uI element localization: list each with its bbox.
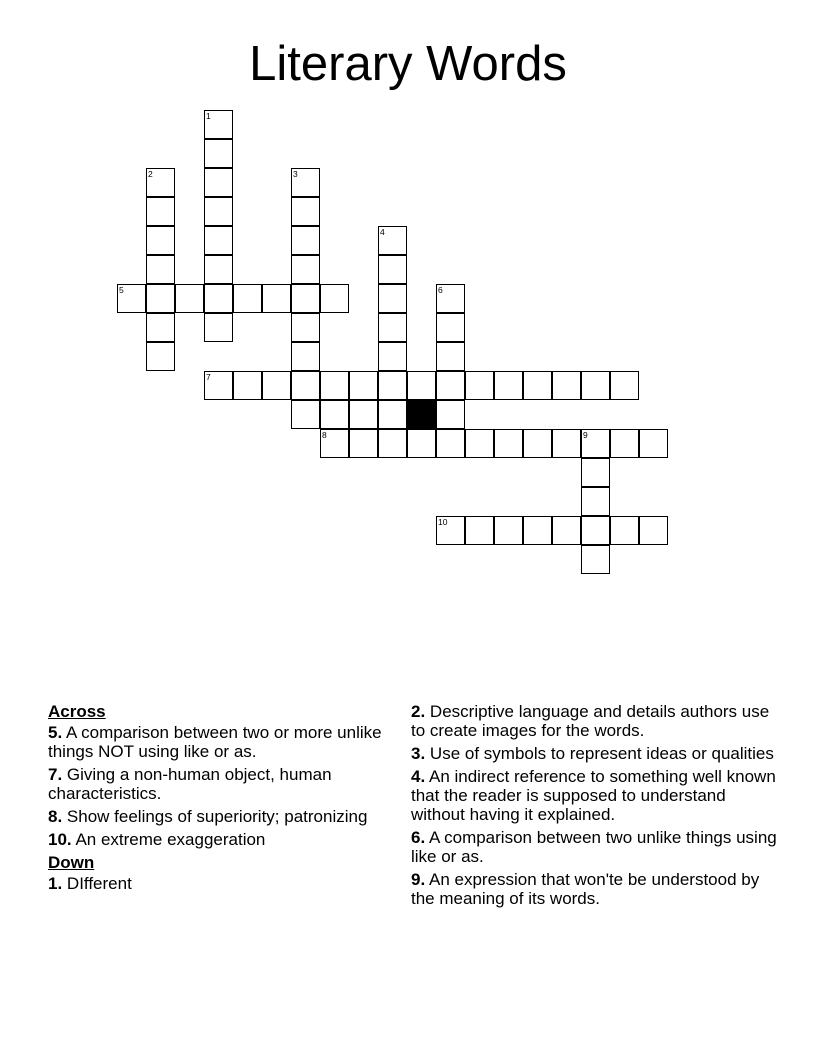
answer-square[interactable]	[378, 400, 407, 429]
answer-square[interactable]	[639, 429, 668, 458]
answer-square[interactable]	[465, 516, 494, 545]
answer-square[interactable]	[436, 429, 465, 458]
clue-number-label: 4	[380, 227, 385, 237]
down-clue-3	[411, 744, 781, 763]
answer-square[interactable]	[436, 371, 465, 400]
answer-square[interactable]	[610, 371, 639, 400]
down-clue-9	[411, 870, 781, 908]
answer-square[interactable]	[436, 284, 465, 313]
across-clue-7	[48, 765, 388, 803]
answer-square[interactable]	[146, 255, 175, 284]
answer-square[interactable]	[320, 284, 349, 313]
clue-number: 6.	[411, 828, 426, 847]
across-clue-5	[48, 723, 388, 761]
answer-square[interactable]	[204, 255, 233, 284]
answer-square[interactable]	[320, 371, 349, 400]
answer-square[interactable]	[262, 284, 291, 313]
clue-text: Show feelings of superiority; patronizing	[66, 807, 368, 826]
across-clue-10	[48, 830, 388, 849]
clue-text: Giving a non-human object, human characteristics.	[48, 765, 332, 803]
answer-square[interactable]	[523, 516, 552, 545]
clue-text: Use of symbols to represent ideas or qualities	[429, 744, 774, 763]
answer-square[interactable]	[349, 429, 378, 458]
answer-square[interactable]	[465, 429, 494, 458]
clue-number: 3.	[411, 744, 426, 763]
clue-number-label: 7	[206, 372, 211, 382]
answer-square[interactable]	[233, 284, 262, 313]
answer-square[interactable]	[378, 284, 407, 313]
answer-square[interactable]	[581, 458, 610, 487]
answer-square[interactable]	[552, 429, 581, 458]
clue-number: 7.	[48, 765, 63, 784]
clue-text: Descriptive language and details authors use to create images for the words.	[411, 702, 770, 740]
answer-square[interactable]	[581, 429, 610, 458]
answer-square[interactable]	[523, 429, 552, 458]
answer-square[interactable]	[204, 371, 233, 400]
answer-square[interactable]	[146, 168, 175, 197]
answer-square[interactable]	[378, 313, 407, 342]
clue-number: 9.	[411, 870, 426, 889]
answer-square[interactable]	[465, 371, 494, 400]
answer-square[interactable]	[436, 313, 465, 342]
answer-square[interactable]	[436, 342, 465, 371]
across-clue-8	[48, 807, 388, 826]
answer-square[interactable]	[610, 429, 639, 458]
answer-square[interactable]	[146, 313, 175, 342]
answer-square[interactable]	[233, 371, 262, 400]
answer-square[interactable]	[581, 371, 610, 400]
blocked-square	[407, 400, 436, 429]
answer-square[interactable]	[291, 168, 320, 197]
clue-number: 10.	[48, 830, 72, 849]
answer-square[interactable]	[494, 371, 523, 400]
clue-number-label: 9	[583, 430, 588, 440]
answer-square[interactable]	[494, 429, 523, 458]
answer-square[interactable]	[581, 516, 610, 545]
answer-square[interactable]	[407, 429, 436, 458]
down-clue-2	[411, 702, 781, 740]
answer-square[interactable]	[378, 342, 407, 371]
across-heading: Across	[48, 702, 106, 721]
answer-square[interactable]	[291, 197, 320, 226]
clue-number-label: 10	[438, 517, 448, 527]
clue-number: 1.	[48, 874, 63, 893]
answer-square[interactable]	[175, 284, 204, 313]
answer-square[interactable]	[581, 487, 610, 516]
answer-square[interactable]	[291, 284, 320, 313]
clues-left-column	[48, 702, 388, 897]
answer-square[interactable]	[552, 516, 581, 545]
answer-square[interactable]	[523, 371, 552, 400]
puzzle-title: Literary Words	[249, 37, 567, 91]
clue-number-label: 5	[119, 285, 124, 295]
answer-square[interactable]	[146, 226, 175, 255]
answer-square[interactable]	[291, 226, 320, 255]
clue-number: 2.	[411, 702, 426, 721]
clue-text: An extreme exaggeration	[75, 830, 266, 849]
clue-text: A comparison between two or more unlike things NOT using like or as.	[48, 723, 382, 761]
answer-square[interactable]	[204, 197, 233, 226]
answer-square[interactable]	[494, 516, 523, 545]
answer-square[interactable]	[378, 429, 407, 458]
clue-number: 5.	[48, 723, 63, 742]
answer-square[interactable]	[581, 545, 610, 574]
answer-square[interactable]	[436, 400, 465, 429]
answer-square[interactable]	[349, 400, 378, 429]
answer-square[interactable]	[349, 371, 378, 400]
down-heading: Down	[48, 853, 95, 872]
clue-text: An expression that won'te be understood by the meaning of its words.	[411, 870, 760, 908]
answer-square[interactable]	[291, 255, 320, 284]
answer-square[interactable]	[204, 284, 233, 313]
down-clue-4	[411, 767, 781, 824]
clue-number-label: 6	[438, 285, 443, 295]
answer-square[interactable]	[610, 516, 639, 545]
answer-square[interactable]	[291, 371, 320, 400]
answer-square[interactable]	[146, 342, 175, 371]
answer-square[interactable]	[378, 255, 407, 284]
answer-square[interactable]	[204, 139, 233, 168]
clue-text: An indirect reference to something well known that the reader is supposed to understand without having it explained.	[411, 767, 776, 824]
answer-square[interactable]	[262, 371, 291, 400]
answer-square[interactable]	[204, 313, 233, 342]
answer-square[interactable]	[378, 226, 407, 255]
answer-square[interactable]	[146, 284, 175, 313]
clue-number: 4.	[411, 767, 426, 786]
answer-square[interactable]	[436, 516, 465, 545]
answer-square[interactable]	[407, 371, 436, 400]
clue-text: DIfferent	[66, 874, 132, 893]
answer-square[interactable]	[291, 400, 320, 429]
answer-square[interactable]	[639, 516, 668, 545]
clue-number-label: 3	[293, 169, 298, 179]
answer-square[interactable]	[320, 429, 349, 458]
clue-number-label: 2	[148, 169, 153, 179]
answer-square[interactable]	[117, 284, 146, 313]
down-clue-6	[411, 828, 781, 866]
answer-square[interactable]	[552, 371, 581, 400]
down-clue-1	[48, 874, 388, 893]
clue-number-label: 8	[322, 430, 327, 440]
answer-square[interactable]	[291, 342, 320, 371]
answer-square[interactable]	[204, 226, 233, 255]
answer-square[interactable]	[291, 313, 320, 342]
answer-square[interactable]	[378, 371, 407, 400]
answer-square[interactable]	[320, 400, 349, 429]
clue-number: 8.	[48, 807, 63, 826]
answer-square[interactable]	[204, 168, 233, 197]
clues-right-column	[411, 702, 781, 912]
clue-number-label: 1	[206, 111, 211, 121]
clue-text: A comparison between two unlike things using like or as.	[411, 828, 777, 866]
answer-square[interactable]	[146, 197, 175, 226]
answer-square[interactable]	[204, 110, 233, 139]
